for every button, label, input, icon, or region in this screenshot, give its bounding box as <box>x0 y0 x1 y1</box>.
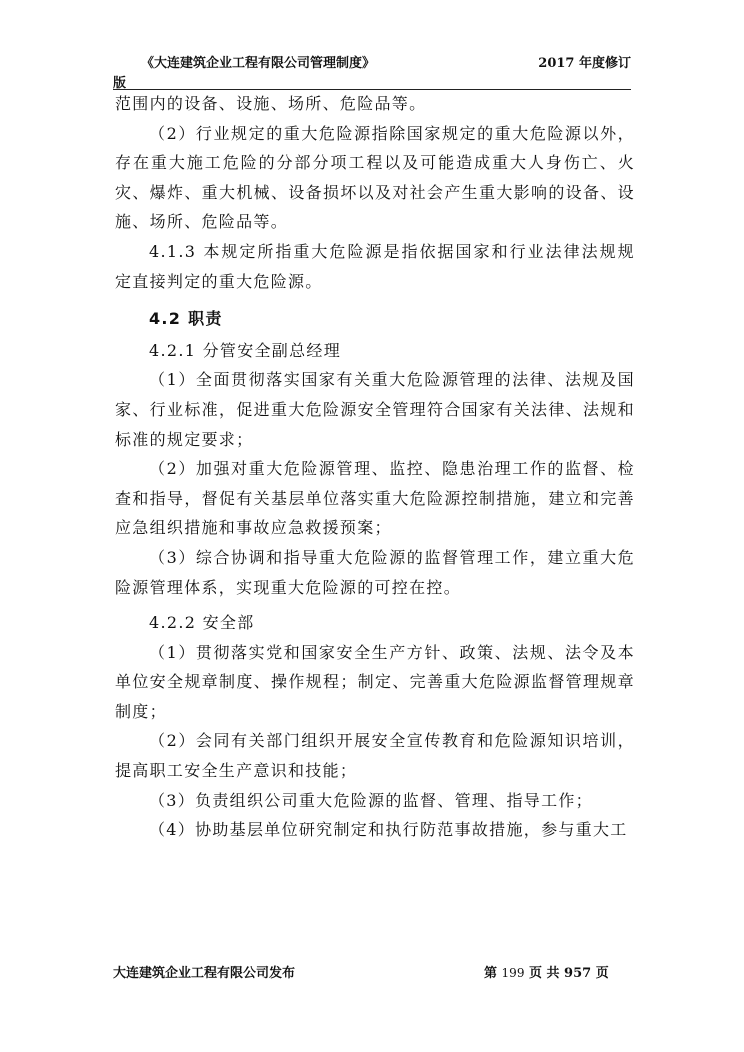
document-body <box>115 89 635 845</box>
paragraph-4-2-2-item-2: （2）会同有关部门组织开展安全宣传教育和危险源知识培训，提高职工安全生产意识和技能； <box>115 731 635 781</box>
paragraph-4-2-2-item-4: （4）协助基层单位研究制定和执行防范事故措施，参与重大工 <box>149 820 628 840</box>
paragraph-4-2-1-item-2: （2）加强对重大危险源管理、监控、隐患治理工作的监督、检查和指导，督促有关基层单位落实重大危险源控制措施，建立和完善应急组织措施和事故应急救援预案； <box>115 459 635 538</box>
footer-publisher: 大连建筑企业工程有限公司发布 <box>113 966 296 981</box>
header-title: 《大连建筑企业工程有限公司管理制度》 <box>141 56 376 71</box>
section-heading-4-2: 4.2 职责 <box>149 309 223 329</box>
paragraph-4-2-2-item-1: （1）贯彻落实党和国家安全生产方针、政策、法规、法令及本单位安全规章制度、操作规程；制定、完善重大危险源监督管理规章制度； <box>115 642 635 721</box>
subsection-4-2-1: 4.2.1 分管安全副总经理 <box>149 340 341 360</box>
header-edition-wrap: 版 <box>113 76 127 91</box>
page-suffix: 页 <box>595 966 609 981</box>
page-mid: 页 共 <box>528 966 560 981</box>
paragraph-4-2-1-item-1: （1）全面贯彻落实国家有关重大危险源管理的法律、法规及国家、行业标准，促进重大危险源安全管理符合国家有关法律、法规和标准的规定要求； <box>115 370 635 449</box>
page-prefix: 第 <box>484 966 498 981</box>
paragraph-continued: 范围内的设备、设施、场所、危险品等。 <box>115 94 427 113</box>
header-edition: 2017 年度修订 <box>538 56 631 71</box>
paragraph-4-2-1-item-3: （3）综合协调和指导重大危险源的监督管理工作，建立重大危险源管理体系，实现重大危险源的可控在控。 <box>115 547 635 597</box>
paragraph-4-1-3: 4.1.3 本规定所指重大危险源是指依据国家和行业法律法规规定直接判定的重大危险源。 <box>115 241 635 291</box>
footer-page-info <box>484 962 609 981</box>
subsection-4-2-2: 4.2.2 安全部 <box>149 613 255 633</box>
page-number: 199 <box>501 966 525 980</box>
paragraph-industry-hazard: （2）行业规定的重大危险源指除国家规定的重大危险源以外，存在重大施工危险的分部分项工程以及可能造成重大人身伤亡、火灾、爆炸、重大机械、设备损坏以及对社会产生重大影响的设备、设施、场所、危险品等。 <box>115 123 635 232</box>
paragraph-4-2-2-item-3: （3）负责组织公司重大危险源的监督、管理、指导工作； <box>149 790 593 810</box>
page-total: 957 <box>564 966 592 981</box>
